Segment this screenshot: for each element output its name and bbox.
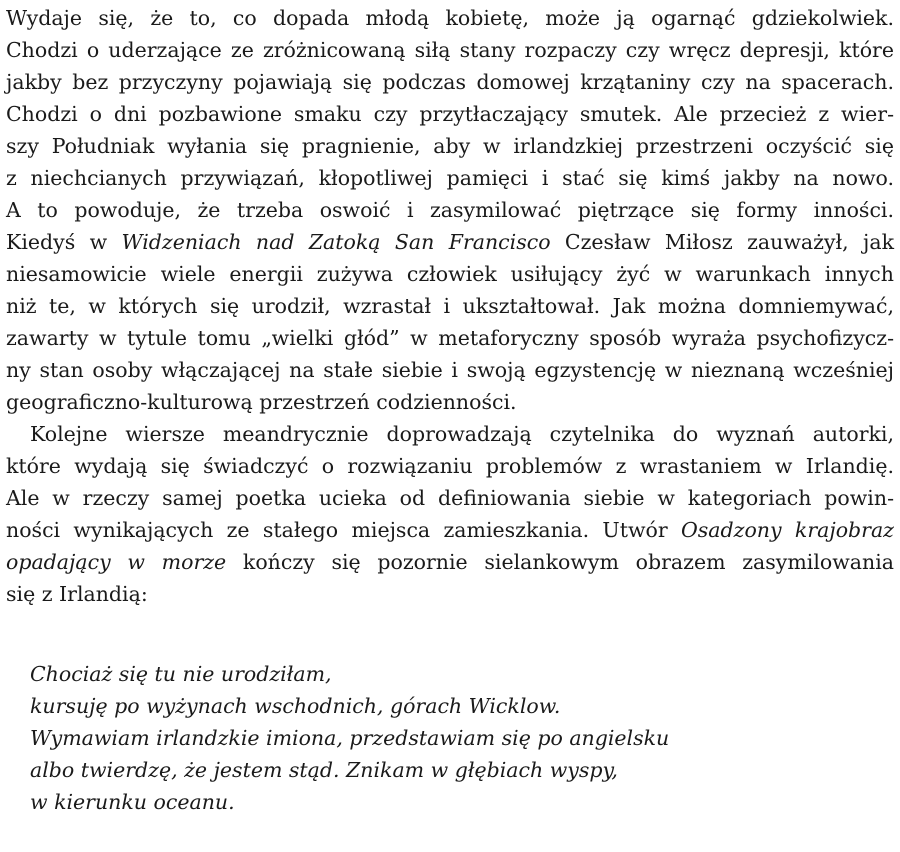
text-line: Ale w rzeczy samej poetka ucieka od definiowania siebie w kategoriach powin- — [6, 486, 894, 510]
text-span: ności wynikających ze stałego miejsca zamieszkania. Utwór — [6, 518, 681, 542]
verse-line: Chociaż się tu nie urodziłam, — [30, 662, 332, 686]
italic-book-title: Widzeniach nad Zatoką San Francisco — [121, 230, 551, 254]
text-line: które wydają się świadczyć o rozwiązaniu problemów z wrastaniem w Irlandię. — [6, 454, 894, 478]
text-line: Chodzi o dni pozbawione smaku czy przytłaczający smutek. Ale przecież z wier- — [6, 102, 894, 126]
text-line: zawarty w tytule tomu „wielki głód” w metaforyczny sposób wyraża psychofizycz- — [6, 326, 894, 350]
text-line: A to powoduje, że trzeba oswoić i zasymilować piętrzące się formy inności. — [6, 198, 894, 222]
text-line: ny stan osoby włączającej na stałe siebie i swoją egzystencję w nieznaną wcześniej — [6, 358, 894, 382]
paragraph-first-line: Kolejne wiersze meandrycznie doprowadzają czytelnika do wyznań autorki, — [30, 422, 894, 446]
text-span: Kiedyś w — [6, 230, 122, 254]
verse-line: albo twierdzę, że jestem stąd. Znikam w głębiach wyspy, — [30, 758, 618, 782]
text-line: Chodzi o uderzające ze zróżnicowaną siłą stany rozpaczy czy wręcz depresji, które — [6, 38, 894, 62]
text-line: szy Południak wyłania się pragnienie, aby w irlandzkiej przestrzeni oczyścić się — [6, 134, 894, 158]
italic-poem-title: Osadzony krajobraz — [680, 518, 894, 542]
text-line: geograficzno-kulturową przestrzeń codzienności. — [6, 390, 517, 414]
verse-line: w kierunku oceanu. — [30, 790, 235, 814]
text-line: niesamowicie wiele energii zużywa człowiek usiłujący żyć w warunkach innych — [6, 262, 894, 286]
text-line: jakby bez przyczyny pojawiają się podczas domowej krzątaniny czy na spacerach. — [6, 70, 894, 94]
text-line: z niechcianych przywiązań, kłopotliwej pamięci i stać się kimś jakby na nowo. — [6, 166, 894, 190]
text-line-with-italic-title — [6, 546, 894, 578]
text-line: niż te, w których się urodził, wzrastał i ukształtował. Jak można domniemywać, — [6, 294, 894, 318]
verse-line: Wymawiam irlandzkie imiona, przedstawiam się po angielsku — [30, 726, 670, 750]
text-span: Czesław Miłosz zauważył, jak — [550, 230, 895, 254]
verse-line: kursuję po wyżynach wschodnich, górach Wicklow. — [30, 694, 561, 718]
text-span: kończy się pozornie sielankowym obrazem zasymilowania — [226, 550, 894, 574]
italic-poem-title: opadający w morze — [6, 550, 227, 574]
text-line: Wydaje się, że to, co dopada młodą kobietę, może ją ogarnąć gdziekolwiek. — [6, 6, 894, 30]
text-line-with-italic-title — [6, 226, 894, 258]
text-line: się z Irlandią: — [6, 582, 148, 606]
text-line-with-italic-title — [6, 514, 894, 546]
